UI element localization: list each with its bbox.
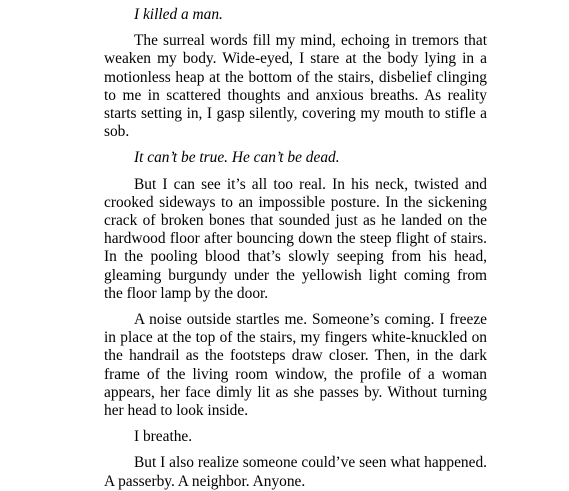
paragraph-4: But I can see it’s all too real. In his neck, twisted and crooked sideways to an impossible posture. In the sickening crack of broken bones that sounded just as he landed on the hardwood floor after bouncing down the steep flight of stairs. In the pooling blood that’s slowly seeping from his head, gleaming burgundy under the yellowish light coming from the floor lamp by the door.: [104, 175, 487, 302]
paragraph-5: A noise outside startles me. Someone’s coming. I freeze in place at the top of the stairs, my fingers white-knuckled on the handrail as the footsteps draw closer. Then, in the dark frame of the living room window, the profile of a woman appears, her face dimly lit as she passes by. Without turning her head to look inside.: [104, 311, 487, 420]
paragraph-2: The surreal words fill my mind, echoing in tremors that weaken my body. Wide-eyed, I stare at the body lying in a motionless heap at the bottom of the stairs, disbelief clinging to me in scattered thoughts and anxious breaths. As reality starts setting in, I gasp silently, covering my mouth to stifle a sob.: [104, 32, 487, 141]
paragraph-7: But I also realize someone could’ve seen what happened. A passerby. A neighbor. Anyone.: [104, 454, 487, 490]
paragraph-1: I killed a man.: [134, 6, 223, 23]
paragraph-6: I breathe.: [134, 428, 193, 446]
paragraph-3: It can’t be true. He can’t be dead.: [134, 149, 340, 167]
